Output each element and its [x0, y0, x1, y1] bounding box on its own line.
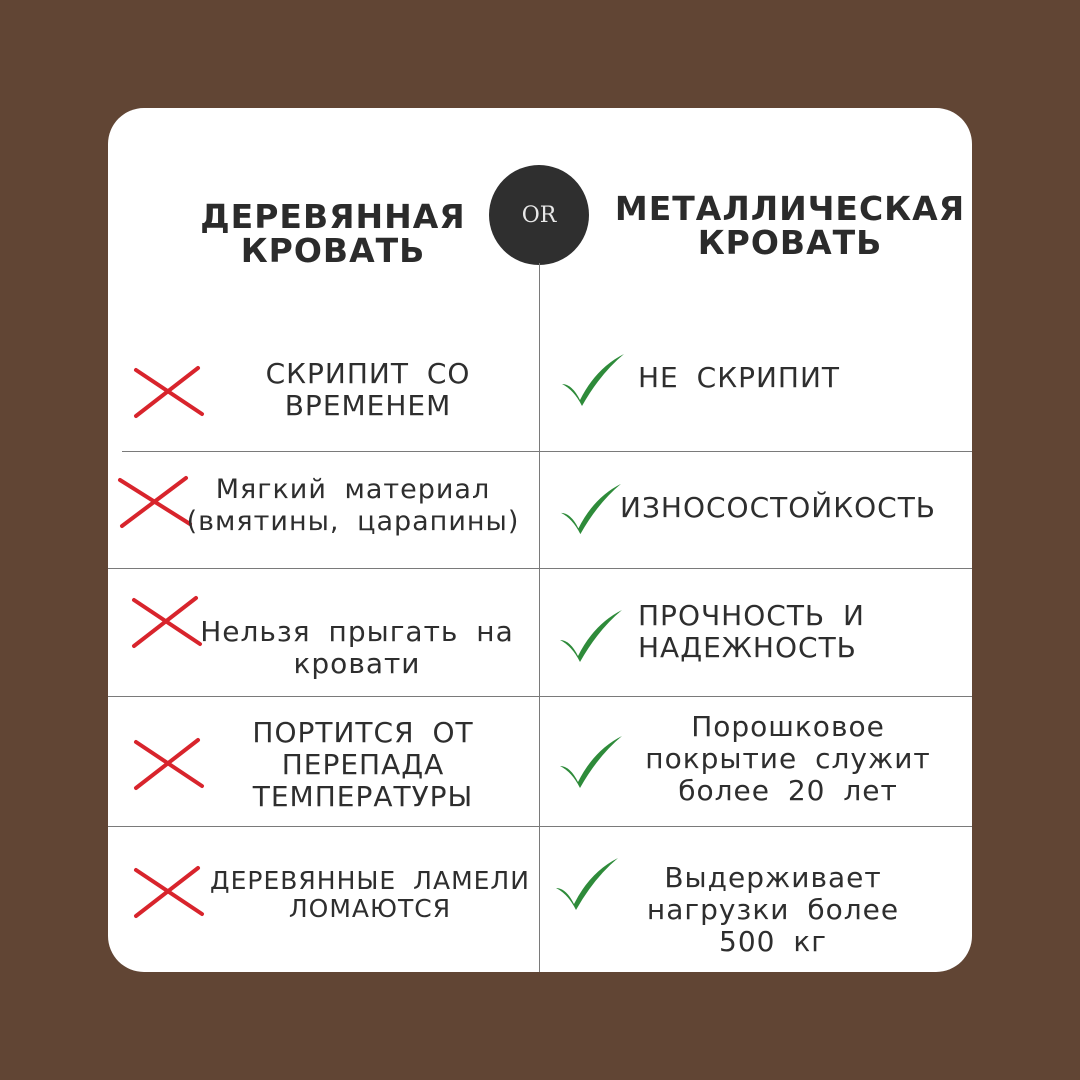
con-item: Нельзя прыгать на кровати — [200, 615, 514, 680]
pro-item: Выдерживает нагрузки более 500 кг — [646, 861, 900, 958]
left-title: ДЕРЕВЯННАЯ КРОВАТЬ — [200, 197, 466, 270]
row-divider — [122, 451, 972, 452]
con-item: Мягкий материал (вмятины, царапины) — [186, 474, 520, 537]
or-badge: OR — [489, 165, 589, 265]
pro-item: ПРОЧНОСТЬ И НАДЕЖНОСТЬ — [638, 599, 865, 664]
con-item: ДЕРЕВЯННЫЕ ЛАМЕЛИ ЛОМАЮТСЯ — [210, 866, 530, 923]
comparison-card — [108, 108, 972, 972]
con-item: ПОРТИТСЯ ОТ ПЕРЕПАДА ТЕМПЕРАТУРЫ — [252, 716, 474, 813]
checkmark-icon — [556, 480, 626, 538]
checkmark-icon — [556, 732, 626, 792]
con-item: СКРИПИТ СО ВРЕМЕНЕМ — [265, 357, 471, 422]
checkmark-icon — [558, 350, 628, 410]
row-divider — [108, 568, 972, 569]
pro-item: Порошковое покрытие служит более 20 лет — [645, 710, 931, 807]
row-divider — [108, 696, 972, 697]
row-divider — [108, 826, 972, 827]
cross-icon — [132, 364, 206, 420]
right-title: МЕТАЛЛИЧЕСКАЯ КРОВАТЬ — [614, 189, 966, 262]
cross-icon — [132, 736, 206, 792]
cross-icon — [132, 864, 206, 920]
checkmark-icon — [552, 854, 622, 914]
checkmark-icon — [556, 606, 626, 666]
pro-item: ИЗНОСОСТОЙКОСТЬ — [620, 491, 936, 524]
pro-item: НЕ СКРИПИТ — [638, 361, 841, 394]
